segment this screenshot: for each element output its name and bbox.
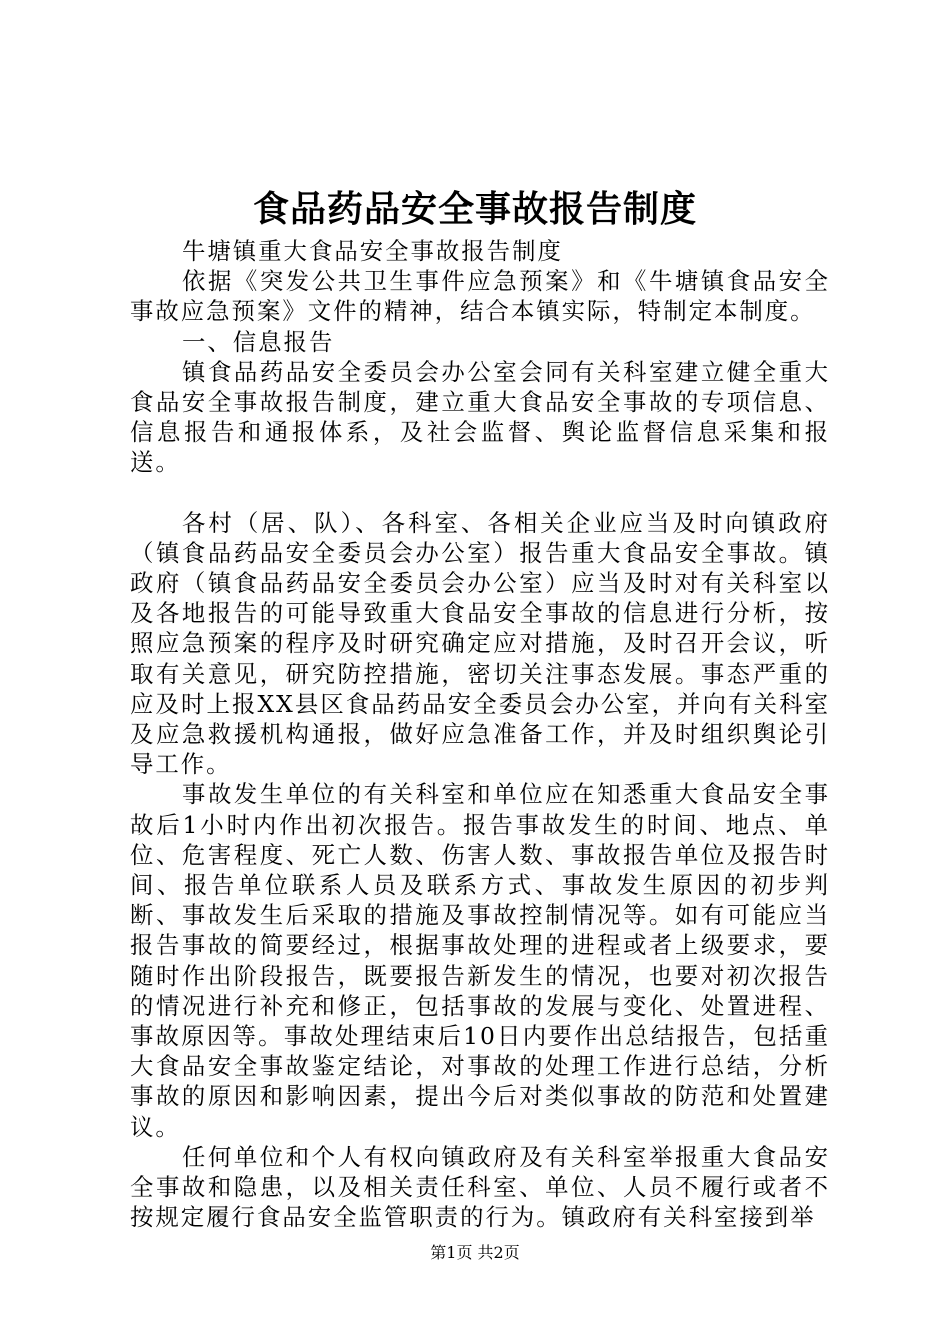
paragraph-public-reporting: 任何单位和个人有权向镇政府及有关科室举报重大食品安全事故和隐患，以及相关责任科室、单位、人员不履行或者不按规定履行食品安全监管职责的行为。镇政府有关科室接到举 <box>130 1142 830 1232</box>
paragraph-initial-report: 事故发生单位的有关科室和单位应在知悉重大食品安全事故后1小时内作出初次报告。报告事故发生的时间、地点、单位、危害程度、死亡人数、伤害人数、事故报告单位及报告时间、报告单位联系人员及联系方式、事故发生原因的初步判断、事故发生后采取的措施及事故控制情况等。如有可能应当报告事故的简要经过，根据事故处理的进程或者上级要求，要随时作出阶段报告，既要报告新发生的情况，也要对初次报告的情况进行补充和修正，包括事故的发展与变化、处置进程、事故原因等。事故处理结束后10日内要作出总结报告，包括重大食品安全事故鉴定结论，对事故的处理工作进行总结，分析事故的原因和影响因素，提出今后对类似事故的防范和处置建议。 <box>130 780 830 1141</box>
paragraph-subtitle: 牛塘镇重大食品安全事故报告制度 <box>182 237 563 265</box>
paragraph-reporting-duty: 各村（居、队）、各科室、各相关企业应当及时向镇政府（镇食品药品安全委员会办公室）报告重大食品安全事故。镇政府（镇食品药品安全委员会办公室）应当及时对有关科室以及各地报告的可能导致重大食品安全事故的信息进行分析，按照应急预案的程序及时研究确定应对措施，及时召开会议，听取有关意见，研究防控措施，密切关注事态发展。事态严重的应及时上报XX县区食品药品安全委员会办公室，并向有关科室及应急救援机构通报，做好应急准备工作，并及时组织舆论引导工作。 <box>130 508 830 779</box>
section-heading-info-report: 一、信息报告 <box>182 327 335 356</box>
paragraph-basis: 依据《突发公共卫生事件应急预案》和《牛塘镇食品安全事故应急预案》文件的精神，结合本镇实际，特制定本制度。 <box>130 267 830 326</box>
paragraph-reporting-system: 镇食品药品安全委员会办公室会同有关科室建立健全重大食品安全事故报告制度，建立重大食品安全事故的专项信息、信息报告和通报体系，及社会监督、舆论监督信息采集和报送。 <box>130 357 830 477</box>
document-body <box>130 236 830 1233</box>
page-number-footer: 第1页 共2页 <box>430 1243 520 1262</box>
document-title: 食品药品安全事故报告制度 <box>252 188 697 230</box>
